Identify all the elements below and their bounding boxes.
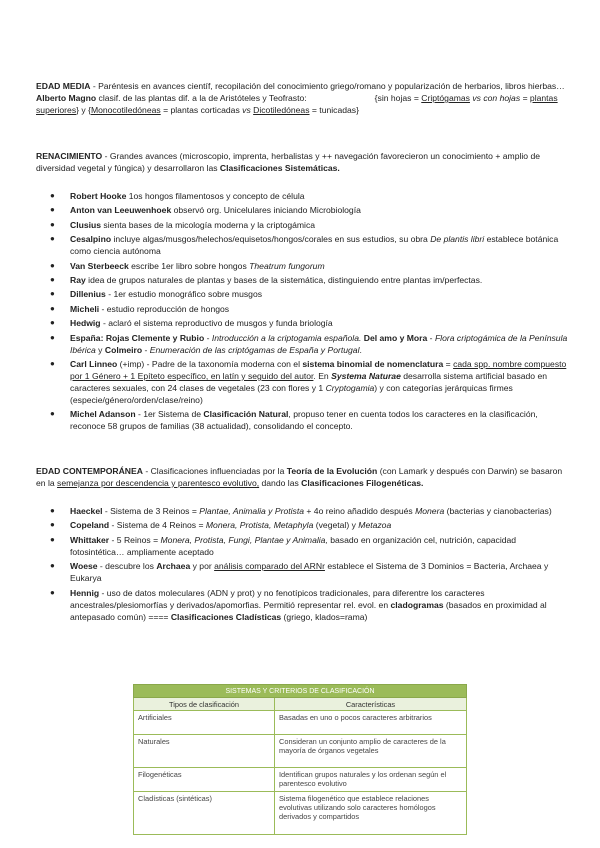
table-row (134, 768, 467, 792)
table-row (134, 735, 467, 768)
table-cell: Identifican grupos naturales y los ordenan según el parentesco evolutivo (275, 768, 467, 792)
bullet-icon: ● (50, 260, 55, 270)
bullet-icon: ● (50, 191, 55, 200)
classification-table (133, 684, 467, 835)
bullet-icon: ● (50, 561, 55, 571)
table-cell: Artificiales (134, 711, 275, 735)
table-cell: Naturales (134, 735, 275, 768)
list-item: ● Michel Adanson - 1er Sistema de Clasificación Natural, propuso tener en cuenta todos los caracteres en la clasificación, reconoce 58 grupos de familias (38 actualidad), consolidando el concepto. (50, 409, 538, 432)
edad-media-paragraph: EDAD MEDIA - Paréntesis en avances científ, recopilación del conocimiento griego/romano y popularización de herbarios, libros hierbas… Alberto Magno clasif. de las plantas dif. a la de Aristóteles y Teofrasto: {sin hojas = Criptógamas vs con hojas = plantas superiores} y {Monocotiledóneas = plantas corticadas vs Dicotiledóneas = tunicadas} (36, 81, 565, 115)
table-row (134, 792, 467, 835)
bullet-icon: ● (50, 289, 55, 299)
list-item: ● Clusius sienta bases de la micología moderna y la criptogámica (50, 219, 316, 230)
bullet-icon: ● (50, 587, 55, 597)
table-cell: Filogenéticas (134, 768, 275, 792)
list-item: ● Woese - descubre los Archaea y por análisis comparado del ARNr establece el Sistema de 3 Dominios = Bacteria, Archaea y Eukarya (50, 561, 549, 584)
table-row (134, 711, 467, 735)
table-header: Tipos de clasificación (134, 698, 275, 711)
list-item: ● Micheli - estudio reproducción de hongos (50, 303, 230, 314)
bullet-icon: ● (50, 506, 55, 515)
list-item: ● Robert Hooke 1os hongos filamentosos y concepto de célula (50, 191, 305, 201)
bullet-icon: ● (50, 303, 55, 313)
section-renacimiento (36, 150, 568, 435)
table-title: SISTEMAS Y CRITERIOS DE CLASIFICACIÓN (134, 685, 467, 698)
bullet-icon: ● (50, 205, 55, 215)
bullet-icon: ● (50, 274, 55, 284)
table-cell: Consideran un conjunto amplio de caracteres de la mayoría de órganos vegetales (275, 735, 467, 768)
renacimiento-heading: RENACIMIENTO (36, 151, 103, 161)
section-edad-contemporanea (36, 465, 568, 625)
edad-media-heading: EDAD MEDIA (36, 81, 91, 91)
renacimiento-paragraph: RENACIMIENTO - Grandes avances (microscopio, imprenta, herbalistas y ++ navegación favorecieron un conocimiento + amplio de diversidad vegetal y fúngica) y desarrollaron las Clasificaciones Sistemáticas. (36, 151, 541, 173)
bullet-icon: ● (50, 409, 55, 419)
bullet-icon: ● (50, 332, 55, 342)
renacimiento-list (36, 190, 568, 432)
list-item: ● Hedwig - aclaró el sistema reproductivo de musgos y funda briología (50, 318, 333, 329)
list-item: ● Ray idea de grupos naturales de plantas y bases de la sistemática, distinguiendo entre plantas im/perfectas. (50, 274, 483, 285)
table-cell: Basadas en uno o pocos caracteres arbitrarios (275, 711, 467, 735)
list-item: ● Copeland - Sistema de 4 Reinos = Monera, Protista, Metaphyla (vegetal) y Metazoa (50, 520, 392, 531)
table-cell: Cladísticas (sintéticas) (134, 792, 275, 835)
list-item: ● Van Sterbeeck escribe 1er libro sobre hongos Theatrum fungorum (50, 260, 325, 271)
table-header: Características (275, 698, 467, 711)
contemporanea-paragraph: EDAD CONTEMPORÁNEA - Clasificaciones influenciadas por la Teoría de la Evolución (con Lamark y después con Darwin) se basaron en la semejanza por descendencia y parentesco evolutivo, dando las Clasificaciones Filogenéticas. (36, 466, 563, 488)
bullet-icon: ● (50, 219, 55, 229)
bullet-icon: ● (50, 318, 55, 328)
list-item: ● Carl Linneo (+imp) - Padre de la taxonomía moderna con el sistema binomial de nomenclatura = cada spp. nombre compuesto por 1 Género + 1 Epíteto específico, en latín y seguido del autor. En Systema Naturae desarrolla sistema artificial basado en caracteres sexuales, con 24 clases de vegetales (23 con flores y 1 Cryptogamia) y con categorías jerárquicas firmes (especie/género/orden/clase/reino) (50, 358, 567, 405)
list-item: ● Whittaker - 5 Reinos = Monera, Protista, Fungi, Plantae y Animalia, basado en organización cel, nutrición, capacidad fotosintética… ampliamente aceptado (50, 534, 517, 557)
section-edad-media (36, 80, 568, 116)
contemporanea-list (36, 505, 568, 623)
contemporanea-heading: EDAD CONTEMPORÁNEA (36, 466, 143, 476)
bullet-icon: ● (50, 234, 55, 244)
bullet-icon: ● (50, 358, 55, 368)
list-item: ● Cesalpino incluye algas/musgos/helechos/equisetos/hongos/corales en sus estudios, su obra De plantis libri establece botánica como ciencia autónoma (50, 234, 559, 257)
list-item: ● Anton van Leeuwenhoek observó org. Unicelulares iniciando Microbiología (50, 205, 361, 216)
table-cell: Sistema filogenético que establece relaciones evolutivas utilizando solo caracteres homólogos derivados y compartidos (275, 792, 467, 835)
list-item: ● Hennig - uso de datos moleculares (ADN y prot) y no fenotípicos tradicionales, para diferentre los caracteres ancestrales/plesiomorfías y derivados/apomorfias. Permitió representar rel. evol. en cladogramas (basados en proximidad al antepasado común) ==== Clasificaciones Cladísticas (griego, klados=rama) (50, 587, 547, 622)
bullet-icon: ● (50, 520, 55, 530)
list-item: ● Dillenius - 1er estudio monográfico sobre musgos (50, 289, 263, 300)
list-item: ● España: Rojas Clemente y Rubio - Introducción a la criptogamia española. Del amo y Mora - Flora criptogámica de la Península Ibérica y Colmeiro - Enumeración de las criptógamas de España y Portugal. (50, 332, 568, 355)
bullet-icon: ● (50, 534, 55, 544)
list-item: ● Haeckel - Sistema de 3 Reinos = Plantae, Animalia y Protista + 4o reino añadido después Monera (bacterias y cianobacterias) (50, 506, 552, 516)
